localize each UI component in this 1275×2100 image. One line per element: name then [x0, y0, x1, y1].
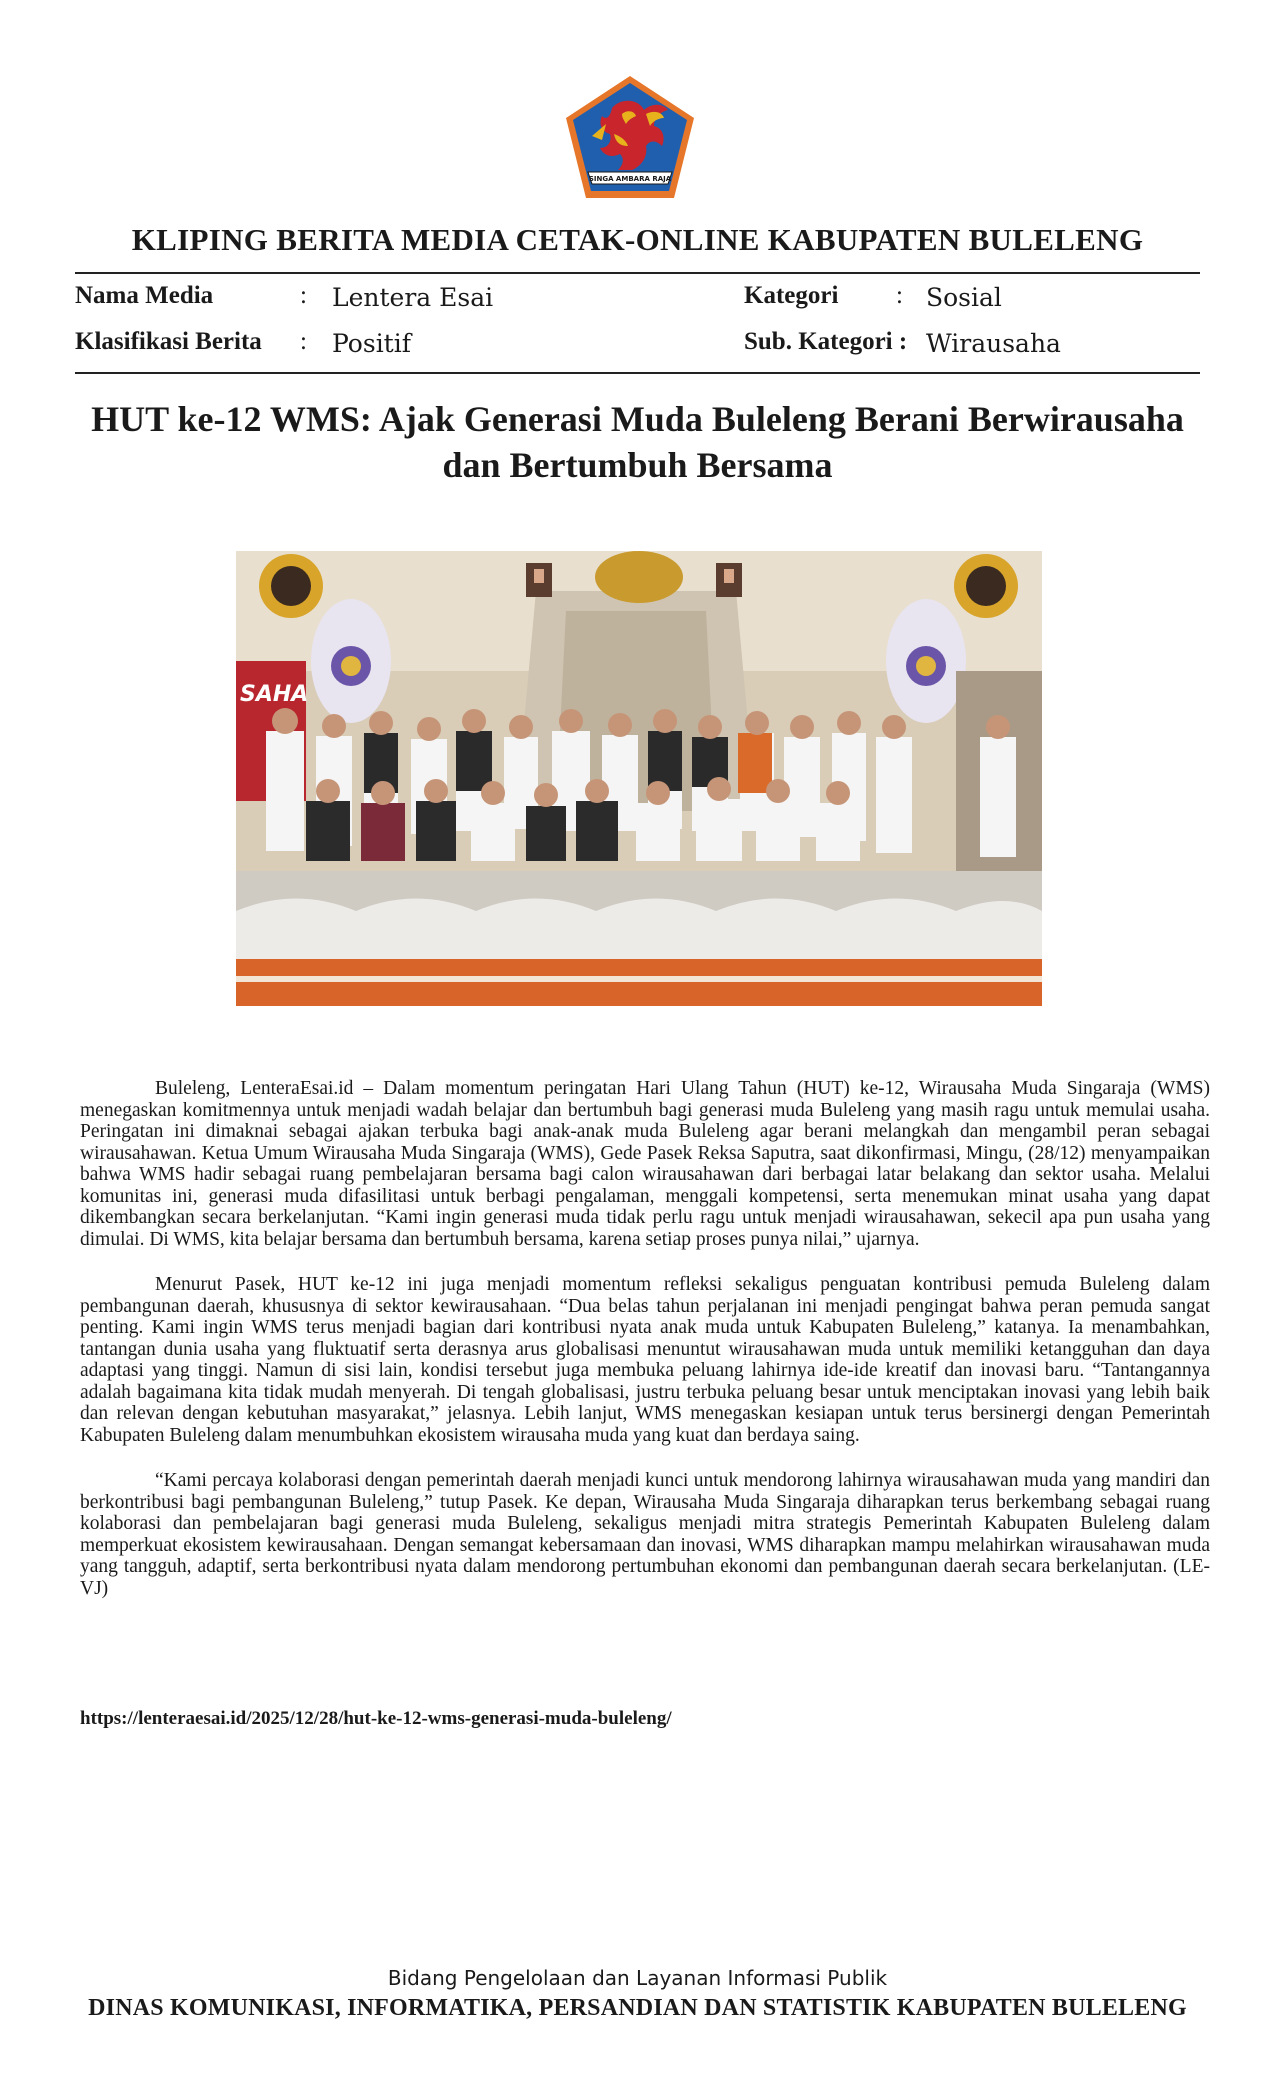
kategori-label: Kategori [744, 282, 839, 309]
group-photo [236, 551, 1042, 1006]
article-paragraph: Menurut Pasek, HUT ke-12 ini juga menjadi momentum refleksi sekaligus penguatan kontribusi pemuda Buleleng dalam pembangunan daerah, khususnya di sektor kewirausahaan. “Dua belas tahun perjalanan ini menjadi pengingat bahwa peran pemuda sangat penting. Kami ingin WMS terus menjadi bagian dari kontribusi nyata anak muda untuk Kabupaten Buleleng,” katanya. Ia menambahkan, tantangan dunia usaha yang fluktuatif serta derasnya arus globalisasi menuntut wirausahawan muda untuk memiliki ketangguhan dan daya adaptasi yang tinggi. Namun di sisi lain, kondisi tersebut juga membuka peluang lahirnya ide-ide kreatif dan inovasi baru. “Tantangannya adalah bagaimana kita tidak mudah menyerah. Di tengah globalisasi, justru terbuka peluang besar untuk menciptakan inovasi yang lebih baik dan relevan dengan kebutuhan masyarakat,” jelasnya. Lebih lanjut, WMS menegaskan kesiapan untuk terus bersinergi dengan Pemerintah Kabupaten Buleleng dalam menumbuhkan ekosistem wirausaha muda yang kuat dan berdaya saing. [80, 1274, 1210, 1446]
kategori-colon: : [896, 282, 903, 309]
header-bottom-rule [75, 372, 1200, 374]
nama-media-value: Lentera Esai [332, 283, 494, 312]
klasifikasi-label: Klasifikasi Berita [75, 328, 262, 355]
footer-agency: DINAS KOMUNIKASI, INFORMATIKA, PERSANDIAN DAN STATISTIK KABUPATEN BULELENG [88, 1995, 1187, 2021]
clipping-header-title: KLIPING BERITA MEDIA CETAK-ONLINE KABUPATEN BULELENG [131, 222, 1144, 257]
klasifikasi-colon: : [300, 328, 307, 355]
nama-media-colon: : [300, 282, 307, 309]
footer-division: Bidang Pengelolaan dan Layanan Informasi Publik [387, 1966, 888, 1990]
article-title-line-2: dan Bertumbuh Bersama [442, 445, 833, 485]
article-body [80, 1078, 1210, 1623]
subkategori-value: Wirausaha [926, 329, 1061, 358]
article-title [75, 396, 1200, 488]
kategori-value: Sosial [926, 283, 1002, 312]
article-title-line-1: HUT ke-12 WMS: Ajak Generasi Muda Buleleng Berani Berwirausaha [91, 399, 1184, 439]
source-url-link[interactable]: https://lenteraesai.id/2025/12/28/hut-ke-12-wms-generasi-muda-buleleng/ [80, 1708, 672, 1729]
subkategori-label: Sub. Kategori : [744, 328, 908, 355]
klasifikasi-value: Positif [332, 329, 411, 358]
article-paragraph: “Kami percaya kolaborasi dengan pemerintah daerah menjadi kunci untuk mendorong lahirnya wirausahawan muda yang mandiri dan berkontribusi bagi pembangunan Buleleng,” tutup Pasek. Ke depan, Wirausaha Muda Singaraja diharapkan terus berkembang sebagai ruang kolaborasi dan pembelajaran bagi generasi muda Buleleng, sekaligus menjadi mitra strategis Pemerintah Kabupaten Buleleng dalam memperkuat ekosistem kewirausahaan. Dengan semangat kebersamaan dan inovasi, WMS diharapkan mampu melahirkan wirausahawan muda yang tangguh, adaptif, serta berkontribusi nyata dalam mendorong pertumbuhan ekonomi dan pembangunan daerah secara berkelanjutan. (LE-VJ) [80, 1470, 1210, 1599]
photo-banner-text: SAHA [240, 682, 309, 707]
article-paragraph: Buleleng, LenteraEsai.id – Dalam momentum peringatan Hari Ulang Tahun (HUT) ke-12, Wirausaha Muda Singaraja (WMS) menegaskan komitmennya untuk menjadi wadah belajar dan bertumbuh bagi generasi muda Buleleng yang masih ragu untuk memulai usaha. Peringatan ini dimaknai sebagai ajakan terbuka bagi anak-anak muda Buleleng agar berani melangkah dan mengambil peran sebagai wirausahawan. Ketua Umum Wirausaha Muda Singaraja (WMS), Gede Pasek Reksa Saputra, saat dikonfirmasi, Mingu, (28/12) menyampaikan bahwa WMS hadir sebagai ruang pembelajaran bersama bagi calon wirausahawan dari berbagai latar belakang dan sektor usaha. Melalui komunitas ini, generasi muda difasilitasi untuk berbagi pengalaman, menggali kompetensi, serta menemukan minat usaha yang dapat dikembangkan secara berkelanjutan. “Kami ingin generasi muda tidak perlu ragu untuk menjadi wirausahawan, sekecil apa pun usaha yang dimulai. Di WMS, kita belajar bersama dan bertumbuh bersama, karena setiap proses punya nilai,” ujarnya. [80, 1078, 1210, 1250]
buleleng-coat-of-arms-logo [562, 74, 698, 202]
nama-media-label: Nama Media [75, 282, 214, 309]
header-top-rule [75, 272, 1200, 274]
logo-caption: SINGA AMBARA RAJA [588, 175, 672, 183]
